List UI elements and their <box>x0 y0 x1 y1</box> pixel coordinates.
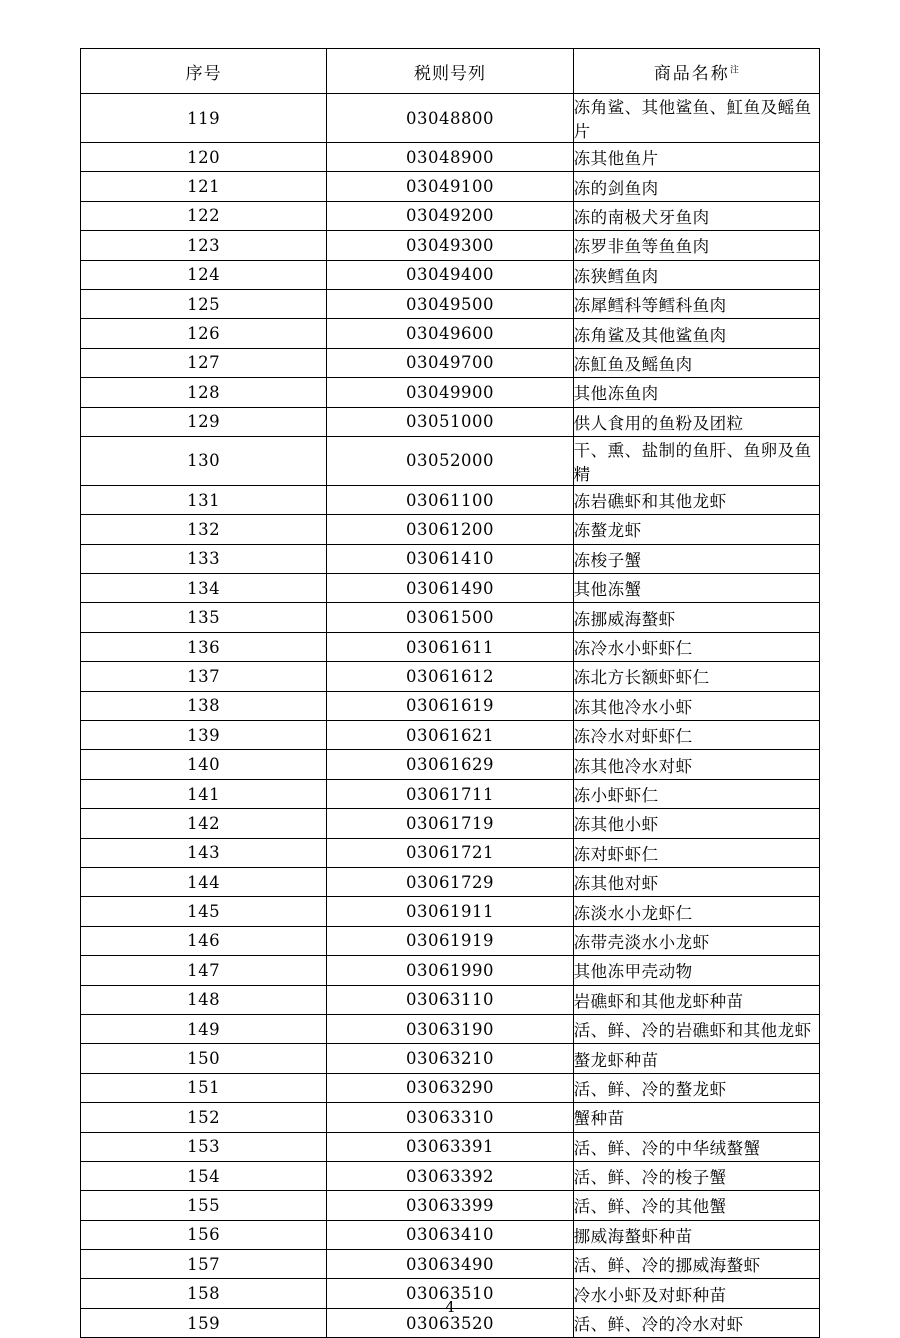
cell-tariff-code: 03061490 <box>327 574 573 603</box>
cell-seq: 140 <box>81 750 327 779</box>
cell-product-name: 其他冻蟹 <box>573 574 819 603</box>
cell-seq: 146 <box>81 926 327 955</box>
cell-seq: 145 <box>81 897 327 926</box>
cell-product-name: 冻角鲨、其他鲨鱼、魟鱼及鳐鱼片 <box>573 94 819 143</box>
cell-seq: 120 <box>81 143 327 172</box>
cell-seq: 130 <box>81 436 327 485</box>
cell-product-name: 活、鲜、冷的其他蟹 <box>573 1191 819 1220</box>
cell-product-name: 冻罗非鱼等鱼鱼肉 <box>573 231 819 260</box>
cell-tariff-code: 03061721 <box>327 838 573 867</box>
table-row <box>81 1014 820 1043</box>
cell-seq: 135 <box>81 603 327 632</box>
table-row <box>81 897 820 926</box>
cell-seq: 129 <box>81 407 327 436</box>
cell-product-name: 冻岩礁虾和其他龙虾 <box>573 485 819 514</box>
cell-product-name: 冻魟鱼及鳐鱼肉 <box>573 348 819 377</box>
cell-seq: 156 <box>81 1220 327 1249</box>
table-row <box>81 172 820 201</box>
column-header-name-text: 商品名称 <box>653 63 730 84</box>
cell-tariff-code: 03061619 <box>327 691 573 720</box>
table-row <box>81 662 820 691</box>
cell-product-name: 冻对虾虾仁 <box>573 838 819 867</box>
cell-seq: 126 <box>81 319 327 348</box>
table-row <box>81 691 820 720</box>
cell-tariff-code: 03061410 <box>327 544 573 573</box>
cell-product-name: 冻犀鳕科等鳕科鱼肉 <box>573 289 819 318</box>
cell-seq: 133 <box>81 544 327 573</box>
cell-tariff-code: 03061612 <box>327 662 573 691</box>
cell-product-name: 冻冷水对虾虾仁 <box>573 721 819 750</box>
cell-tariff-code: 03063510 <box>327 1279 573 1308</box>
cell-product-name: 其他冻鱼肉 <box>573 378 819 407</box>
cell-tariff-code: 03051000 <box>327 407 573 436</box>
cell-product-name: 干、熏、盐制的鱼肝、鱼卵及鱼精 <box>573 436 819 485</box>
cell-product-name: 活、鲜、冷的螯龙虾 <box>573 1073 819 1102</box>
table-row <box>81 1044 820 1073</box>
tariff-table <box>80 48 820 1338</box>
cell-product-name: 活、鲜、冷的冷水对虾 <box>573 1308 819 1337</box>
table-row <box>81 231 820 260</box>
page-number: 4 <box>445 1298 455 1316</box>
cell-seq: 159 <box>81 1308 327 1337</box>
table-row <box>81 838 820 867</box>
cell-tariff-code: 03049400 <box>327 260 573 289</box>
table-row <box>81 1161 820 1190</box>
cell-product-name: 冻冷水小虾虾仁 <box>573 632 819 661</box>
table-row <box>81 956 820 985</box>
table-row <box>81 1073 820 1102</box>
cell-product-name: 冻角鲨及其他鲨鱼肉 <box>573 319 819 348</box>
cell-tariff-code: 03049300 <box>327 231 573 260</box>
table-row <box>81 574 820 603</box>
cell-product-name: 供人食用的鱼粉及团粒 <box>573 407 819 436</box>
cell-tariff-code: 03061719 <box>327 809 573 838</box>
cell-seq: 137 <box>81 662 327 691</box>
cell-tariff-code: 03049100 <box>327 172 573 201</box>
cell-product-name: 其他冻甲壳动物 <box>573 956 819 985</box>
cell-seq: 121 <box>81 172 327 201</box>
cell-product-name: 蟹种苗 <box>573 1103 819 1132</box>
table-row <box>81 436 820 485</box>
column-header-name-note-marker: 注 <box>729 64 739 75</box>
cell-tariff-code: 03063190 <box>327 1014 573 1043</box>
table-row <box>81 632 820 661</box>
table-row <box>81 750 820 779</box>
table-row <box>81 544 820 573</box>
cell-seq: 139 <box>81 721 327 750</box>
cell-seq: 131 <box>81 485 327 514</box>
cell-product-name: 挪威海螯虾种苗 <box>573 1220 819 1249</box>
cell-product-name: 冻的剑鱼肉 <box>573 172 819 201</box>
cell-product-name: 冻狭鳕鱼肉 <box>573 260 819 289</box>
table-row <box>81 1250 820 1279</box>
cell-seq: 153 <box>81 1132 327 1161</box>
cell-seq: 149 <box>81 1014 327 1043</box>
cell-tariff-code: 03063110 <box>327 985 573 1014</box>
cell-seq: 158 <box>81 1279 327 1308</box>
cell-seq: 155 <box>81 1191 327 1220</box>
cell-tariff-code: 03049500 <box>327 289 573 318</box>
cell-tariff-code: 03063490 <box>327 1250 573 1279</box>
cell-tariff-code: 03061729 <box>327 867 573 896</box>
cell-seq: 123 <box>81 231 327 260</box>
cell-tariff-code: 03061621 <box>327 721 573 750</box>
table-row <box>81 289 820 318</box>
cell-tariff-code: 03061100 <box>327 485 573 514</box>
cell-seq: 152 <box>81 1103 327 1132</box>
cell-tariff-code: 03063310 <box>327 1103 573 1132</box>
cell-tariff-code: 03063392 <box>327 1161 573 1190</box>
table-row <box>81 603 820 632</box>
cell-tariff-code: 03052000 <box>327 436 573 485</box>
cell-product-name: 冻其他冷水小虾 <box>573 691 819 720</box>
cell-tariff-code: 03063290 <box>327 1073 573 1102</box>
cell-tariff-code: 03049900 <box>327 378 573 407</box>
cell-seq: 136 <box>81 632 327 661</box>
cell-seq: 119 <box>81 94 327 143</box>
table-row <box>81 867 820 896</box>
cell-product-name: 冻北方长额虾虾仁 <box>573 662 819 691</box>
cell-tariff-code: 03061629 <box>327 750 573 779</box>
cell-seq: 147 <box>81 956 327 985</box>
cell-tariff-code: 03048800 <box>327 94 573 143</box>
cell-tariff-code: 03061990 <box>327 956 573 985</box>
cell-product-name: 岩礁虾和其他龙虾种苗 <box>573 985 819 1014</box>
table-row <box>81 1220 820 1249</box>
cell-seq: 127 <box>81 348 327 377</box>
table-row <box>81 809 820 838</box>
table-row <box>81 1191 820 1220</box>
table-row <box>81 201 820 230</box>
cell-seq: 143 <box>81 838 327 867</box>
table-row <box>81 779 820 808</box>
cell-tariff-code: 03061200 <box>327 515 573 544</box>
table-row <box>81 348 820 377</box>
cell-tariff-code: 03063410 <box>327 1220 573 1249</box>
table-row <box>81 985 820 1014</box>
cell-seq: 157 <box>81 1250 327 1279</box>
column-header-name <box>573 49 819 94</box>
cell-tariff-code: 03049200 <box>327 201 573 230</box>
cell-seq: 148 <box>81 985 327 1014</box>
table-row <box>81 378 820 407</box>
table-header-row <box>81 49 820 94</box>
cell-product-name: 冷水小虾及对虾种苗 <box>573 1279 819 1308</box>
column-header-code: 税则号列 <box>327 49 573 94</box>
table-row <box>81 94 820 143</box>
table-row <box>81 1103 820 1132</box>
table-row <box>81 319 820 348</box>
cell-product-name: 冻其他小虾 <box>573 809 819 838</box>
table-row <box>81 721 820 750</box>
cell-tariff-code: 03061611 <box>327 632 573 661</box>
cell-product-name: 冻小虾虾仁 <box>573 779 819 808</box>
cell-seq: 151 <box>81 1073 327 1102</box>
cell-seq: 132 <box>81 515 327 544</box>
cell-product-name: 冻挪威海螯虾 <box>573 603 819 632</box>
cell-seq: 150 <box>81 1044 327 1073</box>
cell-tariff-code: 03049700 <box>327 348 573 377</box>
table-row <box>81 260 820 289</box>
table-body <box>81 94 820 1338</box>
cell-tariff-code: 03061911 <box>327 897 573 926</box>
cell-tariff-code: 03061500 <box>327 603 573 632</box>
column-header-seq: 序号 <box>81 49 327 94</box>
cell-tariff-code: 03063520 <box>327 1308 573 1337</box>
cell-product-name: 冻的南极犬牙鱼肉 <box>573 201 819 230</box>
cell-product-name: 活、鲜、冷的岩礁虾和其他龙虾 <box>573 1014 819 1043</box>
cell-seq: 144 <box>81 867 327 896</box>
cell-seq: 125 <box>81 289 327 318</box>
cell-product-name: 冻梭子蟹 <box>573 544 819 573</box>
table-row <box>81 1132 820 1161</box>
cell-seq: 124 <box>81 260 327 289</box>
table-row <box>81 926 820 955</box>
cell-product-name: 冻其他冷水对虾 <box>573 750 819 779</box>
cell-product-name: 冻带壳淡水小龙虾 <box>573 926 819 955</box>
cell-seq: 141 <box>81 779 327 808</box>
cell-seq: 128 <box>81 378 327 407</box>
cell-tariff-code: 03048900 <box>327 143 573 172</box>
cell-seq: 142 <box>81 809 327 838</box>
cell-product-name: 冻其他鱼片 <box>573 143 819 172</box>
cell-tariff-code: 03063391 <box>327 1132 573 1161</box>
cell-product-name: 螯龙虾种苗 <box>573 1044 819 1073</box>
cell-product-name: 活、鲜、冷的挪威海螯虾 <box>573 1250 819 1279</box>
table-row <box>81 515 820 544</box>
cell-tariff-code: 03061919 <box>327 926 573 955</box>
table-row <box>81 485 820 514</box>
cell-seq: 134 <box>81 574 327 603</box>
cell-product-name: 活、鲜、冷的中华绒螯蟹 <box>573 1132 819 1161</box>
table-header <box>81 49 820 94</box>
cell-seq: 122 <box>81 201 327 230</box>
cell-tariff-code: 03063210 <box>327 1044 573 1073</box>
table-row <box>81 407 820 436</box>
cell-product-name: 活、鲜、冷的梭子蟹 <box>573 1161 819 1190</box>
cell-seq: 154 <box>81 1161 327 1190</box>
cell-product-name: 冻其他对虾 <box>573 867 819 896</box>
table-row <box>81 143 820 172</box>
cell-tariff-code: 03049600 <box>327 319 573 348</box>
cell-product-name: 冻淡水小龙虾仁 <box>573 897 819 926</box>
cell-seq: 138 <box>81 691 327 720</box>
cell-product-name: 冻螯龙虾 <box>573 515 819 544</box>
cell-tariff-code: 03063399 <box>327 1191 573 1220</box>
cell-tariff-code: 03061711 <box>327 779 573 808</box>
